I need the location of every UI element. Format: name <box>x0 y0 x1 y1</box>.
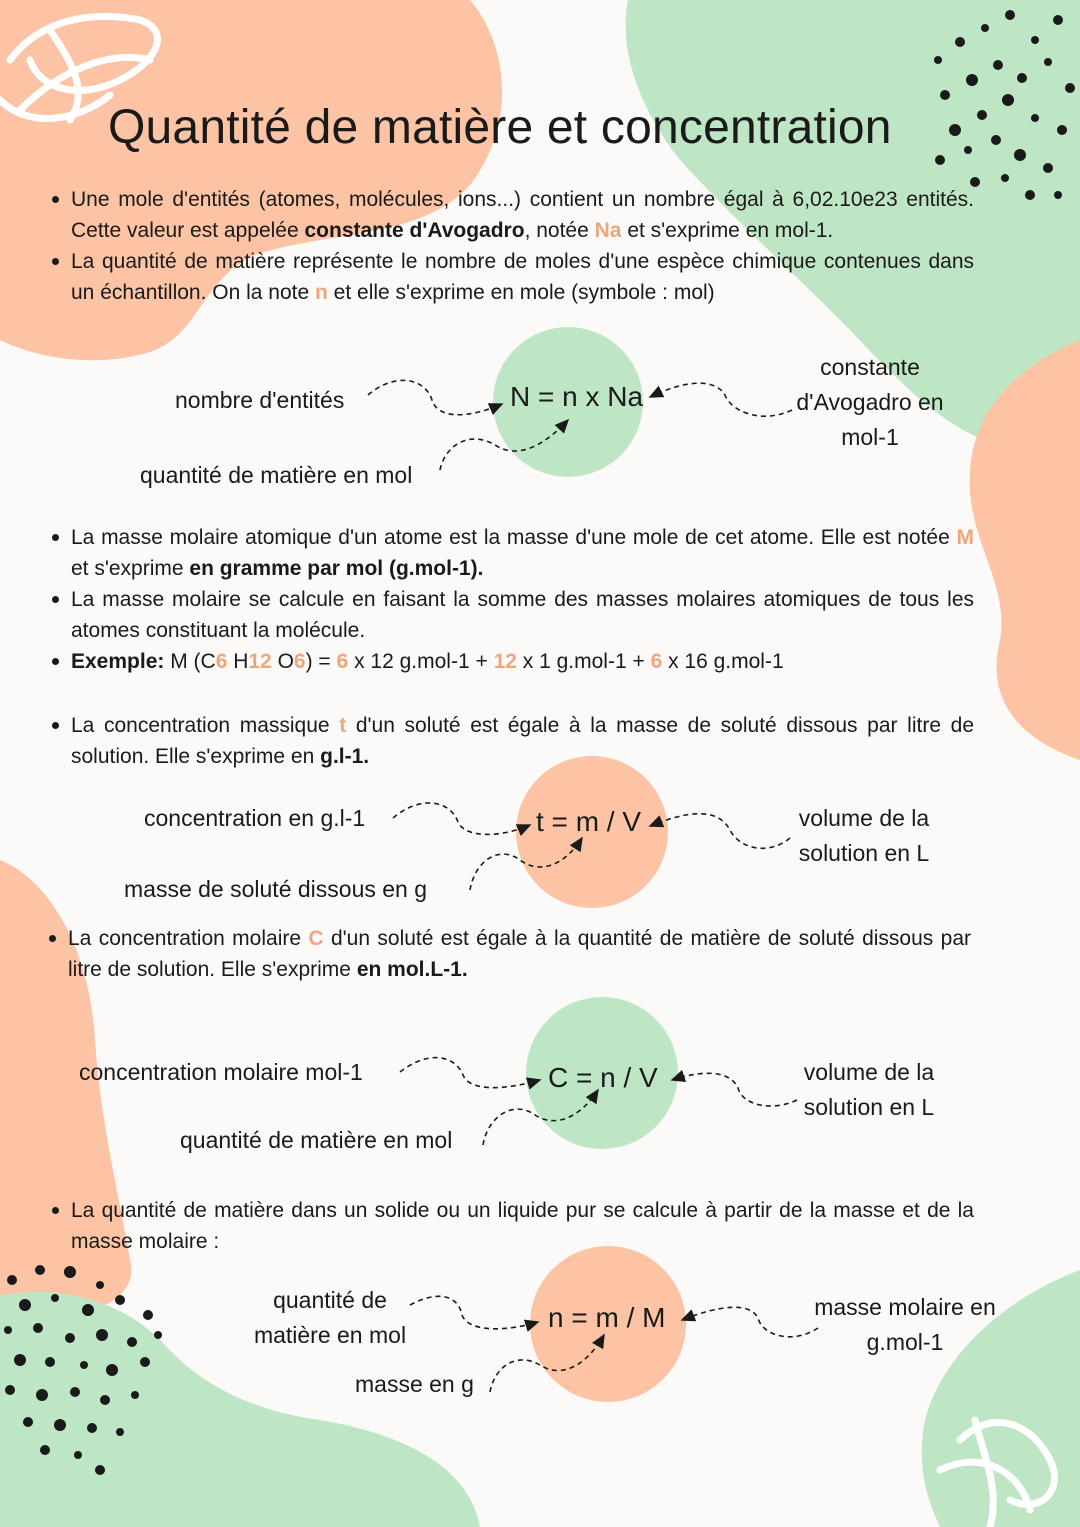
molar-mass-bullet-2: La masse molaire se calcule en faisant la somme des masses molaires atomiques de tous les atomes constituant la molécule. <box>50 584 974 646</box>
example-part: M (C <box>164 650 216 673</box>
label-quantite-matiere: quantité de matière en mol <box>140 462 413 488</box>
example-part: 6 <box>215 650 228 673</box>
example-part: 12 <box>248 650 272 673</box>
example-part: 6 <box>650 650 663 673</box>
formula-quantity-mass: n = m / M <box>548 1302 666 1333</box>
molar-mass-example: Exemple: M (C6 H12 O6) = 6 x 12 g.mol-1 + 12 x 1 g.mol-1 + 6 x 16 g.mol-1 <box>50 646 974 677</box>
example-part: x 12 g.mol-1 + <box>348 650 494 673</box>
label-concentration-molaire: concentration molaire mol-1 <box>79 1059 363 1085</box>
mass-concentration-bullet: La concentration massique t d'un soluté est égale à la masse de soluté dissous par litre de solution. Elle s'exprime en g.l-1. <box>50 710 974 772</box>
molar-mass-section <box>50 522 974 677</box>
avogadro-bullet-1: Une mole d'entités (atomes, molécules, ions...) contient un nombre égal à 6,02.10e23 entités. Cette valeur est appelée constante d'Avogadro, notée Na et s'exprime en mol-1. <box>50 184 974 246</box>
avogadro-bullet-2: La quantité de matière représente le nombre de moles d'une espèce chimique contenues dans un échantillon. On la note n et elle s'exprime en mole (symbole : mol) <box>50 246 974 308</box>
label-quantite-matiere-3: quantité de matière en mol <box>253 1287 407 1348</box>
label-nombre-entites: nombre d'entités <box>175 387 345 413</box>
label-concentration-gl: concentration en g.l-1 <box>144 805 366 831</box>
solid-liquid-bullet: La quantité de matière dans un solide ou un liquide pur se calcule à partir de la masse et de la masse molaire : <box>50 1195 974 1257</box>
example-part: O <box>271 650 294 673</box>
arrow-1-left <box>368 380 502 414</box>
mass-concentration-section <box>50 710 974 772</box>
label-quantite-matiere-2: quantité de matière en mol <box>180 1127 453 1153</box>
arrow-2-left <box>393 803 530 834</box>
arrow-3-left <box>400 1058 540 1088</box>
label-constante-avogadro: constante d'Avogadro en mol-1 <box>796 354 944 450</box>
molar-concentration-section <box>47 923 971 985</box>
arrow-3-right <box>672 1073 797 1106</box>
avogadro-section <box>50 184 974 308</box>
example-part: 12 <box>493 650 517 673</box>
example-part: 6 <box>336 650 349 673</box>
example-part: 6 <box>293 650 306 673</box>
arrow-1-right <box>650 383 792 416</box>
label-masse-solute: masse de soluté dissous en g <box>124 876 428 902</box>
example-part: x 1 g.mol-1 + <box>516 650 651 673</box>
solid-liquid-section <box>50 1195 974 1257</box>
label-masse-molaire: masse molaire en g.mol-1 <box>814 1294 996 1355</box>
example-part: x 16 g.mol-1 <box>662 650 784 673</box>
example-part: ) = <box>305 650 337 673</box>
arrow-4-right <box>682 1307 818 1336</box>
molar-concentration-bullet: La concentration molaire C d'un soluté est égale à la quantité de matière de soluté dissous par litre de solution. Elle s'exprime en mol.L-1. <box>47 923 971 985</box>
example-formula <box>164 650 783 673</box>
label-masse-en-g: masse en g <box>355 1371 474 1397</box>
page-title: Quantité de matière et concentration <box>108 101 892 154</box>
formula-molar-concentration: C = n / V <box>548 1062 658 1093</box>
label-volume-solution-1: volume de la solution en L <box>798 805 930 866</box>
arrow-2-right <box>650 814 790 849</box>
formula-avogadro: N = n x Na <box>510 381 644 412</box>
label-volume-solution-2: volume de la solution en L <box>803 1059 935 1120</box>
molar-mass-bullet-1: La masse molaire atomique d'un atome est la masse d'une mole de cet atome. Elle est notée M et s'exprime en gramme par mol (g.mol-1). <box>50 522 974 584</box>
formula-mass-concentration: t = m / V <box>536 806 642 837</box>
example-part: H <box>227 650 249 673</box>
